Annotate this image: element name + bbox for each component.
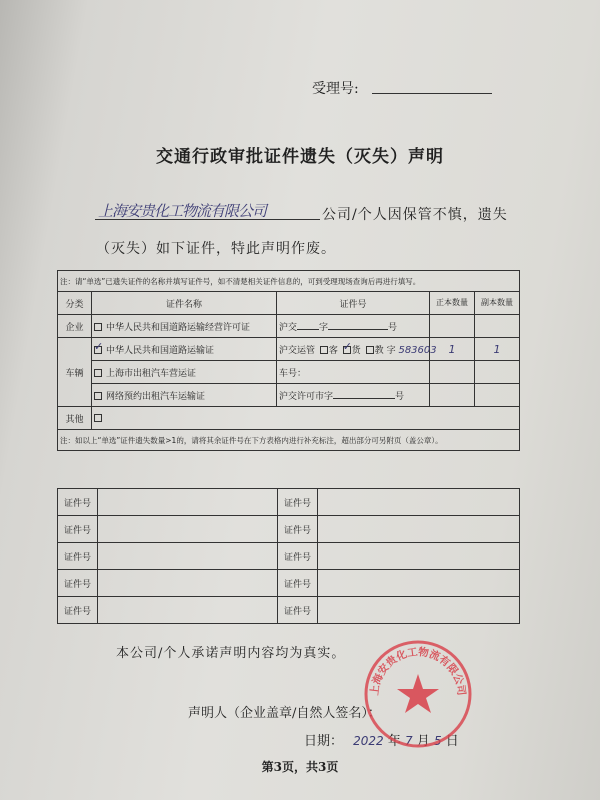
statement-line-1: 公司/个人因保管不慎，遗失 [322, 207, 508, 223]
table-row [58, 338, 520, 361]
enterprise-no-suffix: 号 [388, 322, 398, 333]
checkbox-guest[interactable] [320, 346, 328, 354]
date-day: 5 [433, 734, 442, 748]
cert-no-enterprise [277, 315, 430, 338]
cert-ride [92, 384, 277, 407]
header-copy-count: 副本数量 [475, 292, 520, 315]
cert-road [92, 338, 277, 361]
table-row [58, 489, 520, 516]
cert-road-label: 中华人民共和国道路运输证 [106, 345, 215, 356]
document-title: 交通行政审批证件遗失（灭失）声明 [156, 147, 444, 167]
date-day-char: 日 [445, 734, 459, 749]
cert-no-field[interactable] [98, 543, 278, 570]
cert-taxi [92, 361, 277, 384]
road-opt-teach: 教 [374, 345, 384, 356]
cert-no-field[interactable] [98, 516, 278, 543]
date-month: 7 [405, 734, 413, 748]
checkbox-other[interactable] [94, 414, 102, 422]
cert-no-road [277, 338, 437, 361]
road-no-handwritten: 583603 [398, 344, 437, 356]
checkmark-icon: ✓ [342, 340, 352, 353]
enterprise-no-mid: 字 [319, 322, 329, 333]
table-row [58, 543, 520, 570]
table-header-row [58, 292, 520, 315]
table-row [58, 407, 520, 430]
seal-star-icon [397, 674, 439, 713]
table-row [58, 361, 520, 384]
header-original-count: 正本数量 [430, 292, 475, 315]
commitment-text: 本公司/个人承诺声明内容均为真实。 [116, 646, 346, 661]
cert-no-label: 证件号 [278, 489, 318, 516]
table-row [58, 570, 520, 597]
checkbox-taxi[interactable] [94, 369, 102, 377]
cert-no-field[interactable] [318, 489, 520, 516]
table-row [58, 516, 520, 543]
road-opt-goods: 货 [351, 345, 361, 356]
cert-no-field[interactable] [318, 597, 520, 624]
seal-text: 上海安贵化工物流有限公司 [368, 646, 468, 697]
cert-no-field[interactable] [98, 597, 278, 624]
road-copy-count: 1 [475, 338, 520, 361]
checkmark-icon: ✓ [94, 340, 104, 353]
cert-no-field[interactable] [318, 570, 520, 597]
checkbox-teach[interactable] [366, 346, 374, 354]
checkbox-enterprise[interactable] [94, 323, 102, 331]
cert-other [92, 407, 520, 430]
date-label: 日期： [304, 734, 344, 749]
category-enterprise: 企业 [58, 315, 92, 338]
category-vehicle: 车辆 [58, 338, 92, 407]
cert-enterprise-label: 中华人民共和国道路运输经营许可证 [106, 322, 251, 333]
checkbox-road-checked[interactable] [94, 340, 104, 354]
category-other: 其他 [58, 407, 92, 430]
road-no-prefix: 沪交运管 [279, 345, 316, 356]
header-category: 分类 [58, 292, 92, 315]
company-seal [362, 638, 474, 750]
cert-no-ride [277, 384, 430, 407]
cert-no-label: 证件号 [58, 516, 98, 543]
header-cert-name: 证件名称 [92, 292, 277, 315]
ride-no-suffix: 号 [395, 391, 405, 402]
date-month-char: 月 [416, 734, 430, 749]
cert-no-taxi: 车号： [277, 361, 430, 384]
acceptance-label: 受理号: [312, 81, 359, 97]
table-notice-1: 注：请“单选”已遗失证件的名称并填写证件号，如不清楚相关证件信息的，可到受理现场查询后再进行填写。 [58, 271, 520, 292]
cert-no-label: 证件号 [58, 543, 98, 570]
road-opt-guest: 客 [328, 345, 338, 356]
cert-no-label: 证件号 [58, 597, 98, 624]
table-notice-2: 注：如以上“单选”证件遗失数量>1的，请将其余证件号在下方表格内进行补充标注，超出部分可另附页（盖公章）。 [58, 430, 520, 451]
declarant-label: 声明人（企业盖章/自然人签名）： [188, 706, 381, 721]
checkbox-ride[interactable] [94, 392, 102, 400]
company-name-handwritten: 上海安贵化工物流有限公司 [98, 202, 267, 220]
cert-no-label: 证件号 [278, 516, 318, 543]
cert-no-label: 证件号 [278, 570, 318, 597]
cert-no-field[interactable] [98, 570, 278, 597]
cert-no-label: 证件号 [58, 570, 98, 597]
company-name-line [95, 219, 320, 220]
road-no-char: 字 [386, 345, 396, 356]
cert-no-field[interactable] [318, 516, 520, 543]
checkbox-goods-checked[interactable] [342, 340, 352, 354]
ride-no-prefix: 沪交许可市字 [279, 391, 334, 402]
statement-line-2: （灭失）如下证件，特此声明作废。 [96, 241, 336, 257]
road-original-count: 1 [430, 338, 475, 361]
cert-no-label: 证件号 [58, 489, 98, 516]
enterprise-no-prefix: 沪交 [279, 322, 298, 333]
table-row [58, 384, 520, 407]
cert-enterprise [92, 315, 277, 338]
cert-ride-label: 网络预约出租汽车运输证 [106, 391, 206, 402]
date-year-char: 年 [387, 734, 401, 749]
table-row [58, 597, 520, 624]
cert-no-field[interactable] [98, 489, 278, 516]
cert-no-field[interactable] [318, 543, 520, 570]
cert-no-label: 证件号 [278, 597, 318, 624]
table-row [58, 315, 520, 338]
header-cert-no: 证件号 [277, 292, 430, 315]
acceptance-number-field [372, 93, 492, 94]
certificate-table [57, 270, 520, 451]
cert-taxi-label: 上海市出租汽车营运证 [106, 368, 197, 379]
supplement-table [57, 488, 520, 624]
cert-no-label: 证件号 [278, 543, 318, 570]
date-year: 2022 [353, 734, 384, 748]
page-number: 第3页，共3页 [261, 760, 339, 774]
